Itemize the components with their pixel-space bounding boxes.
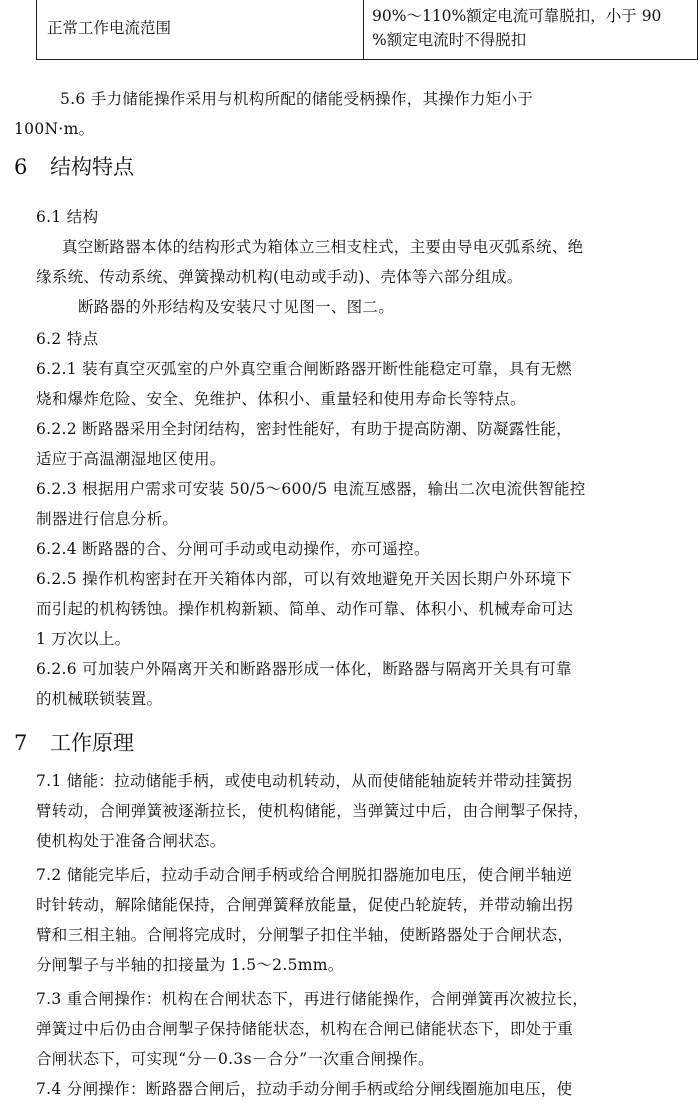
subsection-6-2-heading [36, 324, 676, 354]
section-6-heading [14, 152, 134, 182]
paragraph-7-3 [36, 984, 676, 1074]
paragraph-line: 缘系统、传动系统、弹簧操动机构(电动或手动)、壳体等六部分组成。 [36, 268, 523, 286]
paragraph-line: 弹簧过中后仍由合闸掣子保持储能状态，机构在合闸已储能状态下，即处于重 [36, 1020, 574, 1038]
paragraph-line: 6.2.2 断路器采用全封闭结构，密封性能好，有助于提高防潮、防凝露性能， [36, 420, 572, 438]
paragraph-line: 5.6 手力储能操作采用与机构所配的储能受柄操作，其操作力矩小于 [60, 90, 534, 108]
section-number: 6 [14, 155, 28, 179]
subsection-heading: 6.2 特点 [36, 330, 99, 348]
paragraph-6-2-3 [36, 474, 676, 534]
subsection-6-1-heading [36, 202, 676, 232]
paragraph-line: 真空断路器本体的结构形式为箱体立三相支柱式，主要由导电灭弧系统、绝 [62, 238, 584, 256]
clause-5-6 [14, 84, 676, 144]
paragraph-line: 7.4 分闸操作：断路器合闸后，拉动手动分闸手柄或给分闸线圈施加电压，使 [36, 1080, 573, 1098]
spec-table [36, 0, 698, 60]
paragraph-line: 7.3 重合闸操作：机构在合闸状态下，再进行储能操作，合闸弹簧再次被拉长， [36, 990, 589, 1008]
paragraph-line: 时针转动，解除储能保持，合闸弹簧释放能量，促使凸轮旋转，并带动输出拐 [36, 896, 574, 914]
paragraph-7-2 [36, 860, 676, 980]
section-title: 工作原理 [50, 731, 134, 755]
table-cell-value-line: %额定电流时不得脱扣 [372, 31, 527, 49]
table-cell-value-line: 90%～110%额定电流可靠脱扣，小于 90 [372, 7, 662, 25]
paragraph-line: 烧和爆炸危险、安全、免维护、体积小、重量轻和使用寿命长等特点。 [36, 390, 526, 408]
section-number: 7 [14, 731, 28, 755]
paragraph-line: 6.2.1 装有真空灭弧室的户外真空重合闸断路器开断性能稳定可靠，具有无燃 [36, 360, 572, 378]
paragraph-line: 6.2.4 断路器的合、分闸可手动或电动操作，亦可遥控。 [36, 540, 430, 558]
paragraph-line: 而引起的机构锈蚀。操作机构新颖、简单、动作可靠、体积小、机械寿命可达 [36, 600, 574, 618]
paragraph-line: 100N·m。 [14, 120, 95, 138]
paragraph-line: 断路器的外形结构及安装尺寸见图一、图二。 [78, 298, 395, 316]
paragraph-6-2-5 [36, 564, 676, 654]
paragraph-line: 7.1 储能：拉动储能手柄，或使电动机转动，从而使储能轴旋转并带动挂簧拐 [36, 772, 573, 790]
paragraph-line: 6.2.6 可加装户外隔离开关和断路器形成一体化，断路器与隔离开关具有可靠 [36, 660, 572, 678]
paragraph-line: 臂和三相主轴。合闸将完成时，分闸掣子扣住半轴，使断路器处于合闸状态， [36, 926, 574, 944]
section-7-heading [14, 728, 134, 758]
paragraph-line: 6.2.3 根据用户需求可安装 50/5～600/5 电流互感器，输出二次电流供智能控 [36, 480, 586, 498]
paragraph-line: 7.2 储能完毕后，拉动手动合闸手柄或给合闸脱扣器施加电压，使合闸半轴逆 [36, 866, 573, 884]
paragraph-line: 使机构处于准备合闸状态。 [36, 832, 226, 850]
table-cell-label: 正常工作电流范围 [37, 0, 364, 60]
paragraph-line: 6.2.5 操作机构密封在开关箱体内部，可以有效地避免开关因长期户外环境下 [36, 570, 572, 588]
subsection-heading: 6.1 结构 [36, 208, 99, 226]
paragraph-line: 分闸掣子与半轴的扣接量为 1.5～2.5mm。 [36, 956, 344, 974]
paragraph-line: 的机械联锁装置。 [36, 690, 163, 708]
paragraph-7-1 [36, 766, 676, 856]
paragraph-6-2-2 [36, 414, 676, 474]
paragraph-6-1 [36, 232, 676, 322]
paragraph-line: 1 万次以上。 [36, 630, 131, 648]
paragraph-6-2-1 [36, 354, 676, 414]
paragraph-6-2-4 [36, 534, 676, 564]
paragraph-7-4 [36, 1074, 676, 1104]
section-title: 结构特点 [50, 155, 134, 179]
paragraph-line: 臂转动，合闸弹簧被逐渐拉长，使机构储能，当弹簧过中后，由合闸掣子保持， [36, 802, 590, 820]
table-row [37, 0, 698, 60]
paragraph-line: 合闸状态下，可实现“分－0.3s－合分”一次重合闸操作。 [36, 1050, 434, 1068]
paragraph-line: 适应于高温潮湿地区使用。 [36, 450, 226, 468]
paragraph-6-2-6 [36, 654, 676, 714]
paragraph-line: 制器进行信息分析。 [36, 510, 179, 528]
table-cell-value [364, 0, 698, 60]
